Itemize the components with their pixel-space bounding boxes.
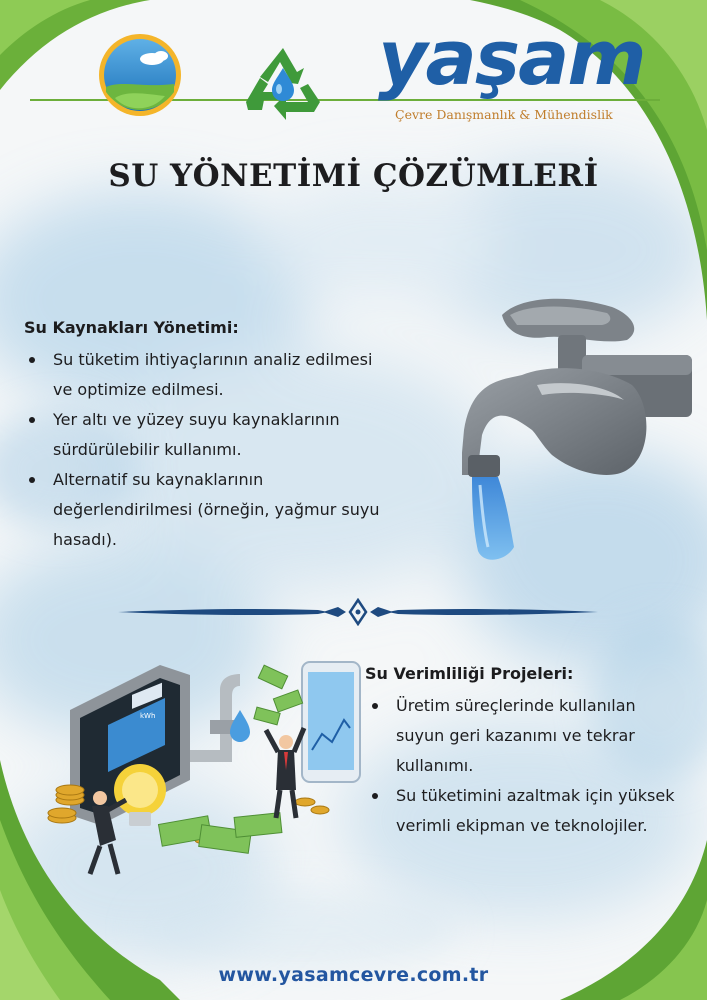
- list-item: Yer altı ve yüzey suyu kaynaklarının sürdürülebilir kullanımı.: [24, 405, 394, 465]
- page-title: SU YÖNETİMİ ÇÖZÜMLERİ: [108, 158, 599, 194]
- brand-logo: [370, 13, 650, 130]
- list-item: Su tüketimini azaltmak için yüksek verimli ekipman ve teknolojiler.: [367, 781, 687, 841]
- meter-label: kWh: [140, 712, 156, 720]
- recycle-water-drop-icon: [242, 44, 324, 122]
- sun-water-leaf-logo-icon: [97, 32, 183, 118]
- divider-ornament-icon: [118, 598, 598, 626]
- list-item: Su tüketim ihtiyaçlarının analiz edilmesi ve optimize edilmesi.: [24, 345, 394, 405]
- list-item: Üretim süreçlerinde kullanılan suyun geri kazanımı ve tekrar kullanımı.: [367, 691, 687, 781]
- website-link[interactable]: www.yasamcevre.com.tr: [218, 964, 489, 986]
- section-title-water-efficiency: Su Verimliliği Projeleri:: [365, 664, 574, 683]
- section-title-water-resources: Su Kaynakları Yönetimi:: [24, 318, 239, 337]
- water-resources-list: [24, 345, 394, 555]
- water-efficiency-list: [367, 691, 687, 841]
- list-item: Alternatif su kaynaklarının değerlendirilmesi (örneğin, yağmur suyu hasadı).: [24, 465, 394, 555]
- water-faucet-icon: [462, 285, 692, 570]
- brand-name: yaşam: [378, 13, 645, 102]
- brand-subtitle: Çevre Danışmanlık & Mühendislik: [395, 107, 613, 122]
- water-meter-money-illustration: [40, 650, 370, 880]
